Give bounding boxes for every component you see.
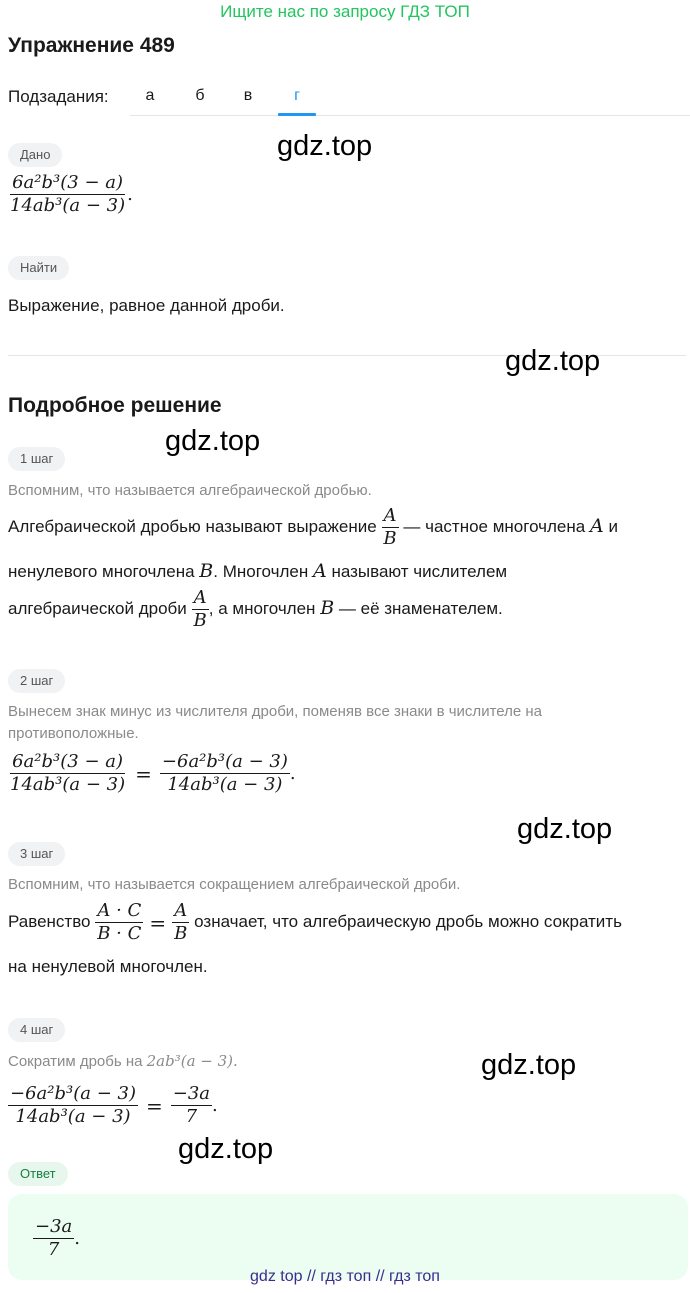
given-fraction: [8, 172, 127, 217]
step-3-text: означает, что алгебраическую дробь можно сократить: [194, 911, 622, 931]
step-1-text: , а многочлен: [208, 598, 316, 618]
subtasks-label: Подзадания:: [8, 87, 109, 106]
step-1-text: Алгебраической дробью называют выражение: [8, 516, 377, 536]
equals-sign: =: [135, 761, 152, 786]
fraction-numerator: −3a: [172, 1083, 211, 1104]
watermark: gdz.top: [178, 1133, 274, 1165]
fraction-denominator: B: [174, 923, 188, 944]
step-3-text: Равенство: [8, 911, 91, 931]
step-3-line-1: [8, 900, 622, 945]
step-2-rhs-fraction: [160, 751, 290, 796]
step-1-line-1: [8, 505, 618, 550]
step-2-pill: 2 шаг: [8, 669, 65, 693]
step-1-line-3: [8, 587, 503, 632]
find-pill: Найти: [8, 256, 69, 280]
step-1-text: называют числителем: [331, 562, 508, 581]
tab-a[interactable]: а: [145, 87, 155, 104]
step-2-lhs-fraction: [8, 751, 127, 796]
promo-banner[interactable]: Ищите нас по запросу ГДЗ ТОП: [220, 2, 470, 21]
fraction-numerator: A · C: [97, 900, 142, 921]
fraction-denominator: B: [383, 528, 397, 549]
fraction-a-over-b: [381, 505, 398, 550]
step-3-hint: Вспомним, что называется сокращением алгебраической дроби.: [8, 876, 461, 893]
step-1-text: алгебраической дроби: [8, 598, 187, 618]
step-1-line-2: [8, 559, 507, 584]
watermark: gdz.top: [165, 425, 261, 457]
given-period: .: [127, 184, 133, 205]
fraction-numerator: −3a: [35, 1216, 73, 1237]
step-1-text: ненулевого многочлена: [8, 562, 195, 581]
answer-expression: [33, 1216, 80, 1261]
fraction-denominator: 7: [47, 1239, 60, 1260]
step-4-hint: [8, 1050, 238, 1073]
step-1-hint: Вспомним, что называется алгебраической дробью.: [8, 482, 372, 499]
given-numerator: 6a²b³(3 − a): [12, 172, 124, 193]
step-1-text: — её знаменателем.: [338, 598, 503, 618]
fraction-denominator: 14ab³(a − 3): [10, 774, 126, 795]
step-4-hint-math: 2ab³(a − 3).: [146, 1052, 238, 1070]
fraction-numerator: A: [193, 587, 207, 608]
watermark: gdz.top: [505, 345, 601, 377]
step-2-equation: [8, 751, 296, 796]
fraction-a-over-b: [192, 587, 209, 632]
fraction-denominator: 14ab³(a − 3): [15, 1106, 131, 1127]
step-4-rhs-fraction: [171, 1083, 212, 1128]
find-text: Выражение, равное данной дроби.: [8, 296, 285, 315]
tab-v[interactable]: в: [243, 87, 253, 104]
step-4-pill: 4 шаг: [8, 1018, 65, 1042]
watermark: gdz.top: [517, 813, 613, 845]
watermark: gdz.top: [481, 1049, 577, 1081]
step-3-line-2: на ненулевой многочлен.: [8, 957, 208, 976]
equals-sign: =: [145, 1093, 163, 1118]
given-pill: Дано: [8, 143, 62, 167]
step-2-hint: Вынесем знак минус из числителя дроби, поменяв все знаки в числителе на противоположные.: [8, 703, 543, 742]
period: .: [212, 1095, 218, 1116]
math-var-a: A: [312, 560, 327, 582]
footer-links[interactable]: gdz top // гдз топ // гдз топ: [250, 1268, 440, 1285]
fraction-denominator: B · C: [97, 923, 142, 944]
tab-b[interactable]: б: [195, 87, 205, 104]
page-title: Упражнение 489: [8, 34, 175, 57]
step-1-text: и: [608, 516, 618, 536]
fraction-denominator: 7: [185, 1106, 198, 1127]
equals-sign: =: [149, 910, 167, 935]
solution-title: Подробное решение: [8, 394, 222, 417]
step-1-text: — частное многочлена: [403, 516, 586, 536]
fraction-numerator: A: [174, 900, 188, 921]
fraction-numerator: −6a²b³(a − 3): [161, 751, 288, 772]
math-var-a: A: [589, 514, 604, 537]
math-var-b: B: [320, 596, 335, 619]
fraction-numerator: A: [383, 505, 397, 526]
fraction-numerator: −6a²b³(a − 3): [10, 1083, 136, 1104]
answer-fraction: [33, 1216, 74, 1261]
given-denominator: 14ab³(a − 3): [10, 195, 126, 216]
step-3-pill: 3 шаг: [8, 842, 65, 866]
math-var-b: B: [199, 560, 214, 582]
step-4-lhs-fraction: [8, 1083, 138, 1128]
step-3-lhs-fraction: [95, 900, 143, 945]
fraction-denominator: B: [193, 610, 207, 631]
fraction-denominator: 14ab³(a − 3): [167, 774, 283, 795]
answer-pill: Ответ: [8, 1162, 68, 1186]
tab-g[interactable]: г: [294, 87, 300, 104]
period: .: [289, 763, 296, 784]
step-1-text: . Многочлен: [213, 562, 309, 581]
fraction-numerator: 6a²b³(3 − a): [12, 751, 124, 772]
step-4-equation: [8, 1083, 218, 1128]
period: .: [74, 1228, 80, 1249]
active-tab-indicator: [278, 113, 316, 116]
watermark: gdz.top: [277, 130, 373, 162]
step-4-hint-text: Сократим дробь на: [8, 1053, 143, 1070]
given-expression: [8, 172, 133, 217]
step-3-rhs-fraction: [172, 900, 189, 945]
tabs-divider: [130, 115, 690, 116]
step-1-pill: 1 шаг: [8, 447, 65, 471]
